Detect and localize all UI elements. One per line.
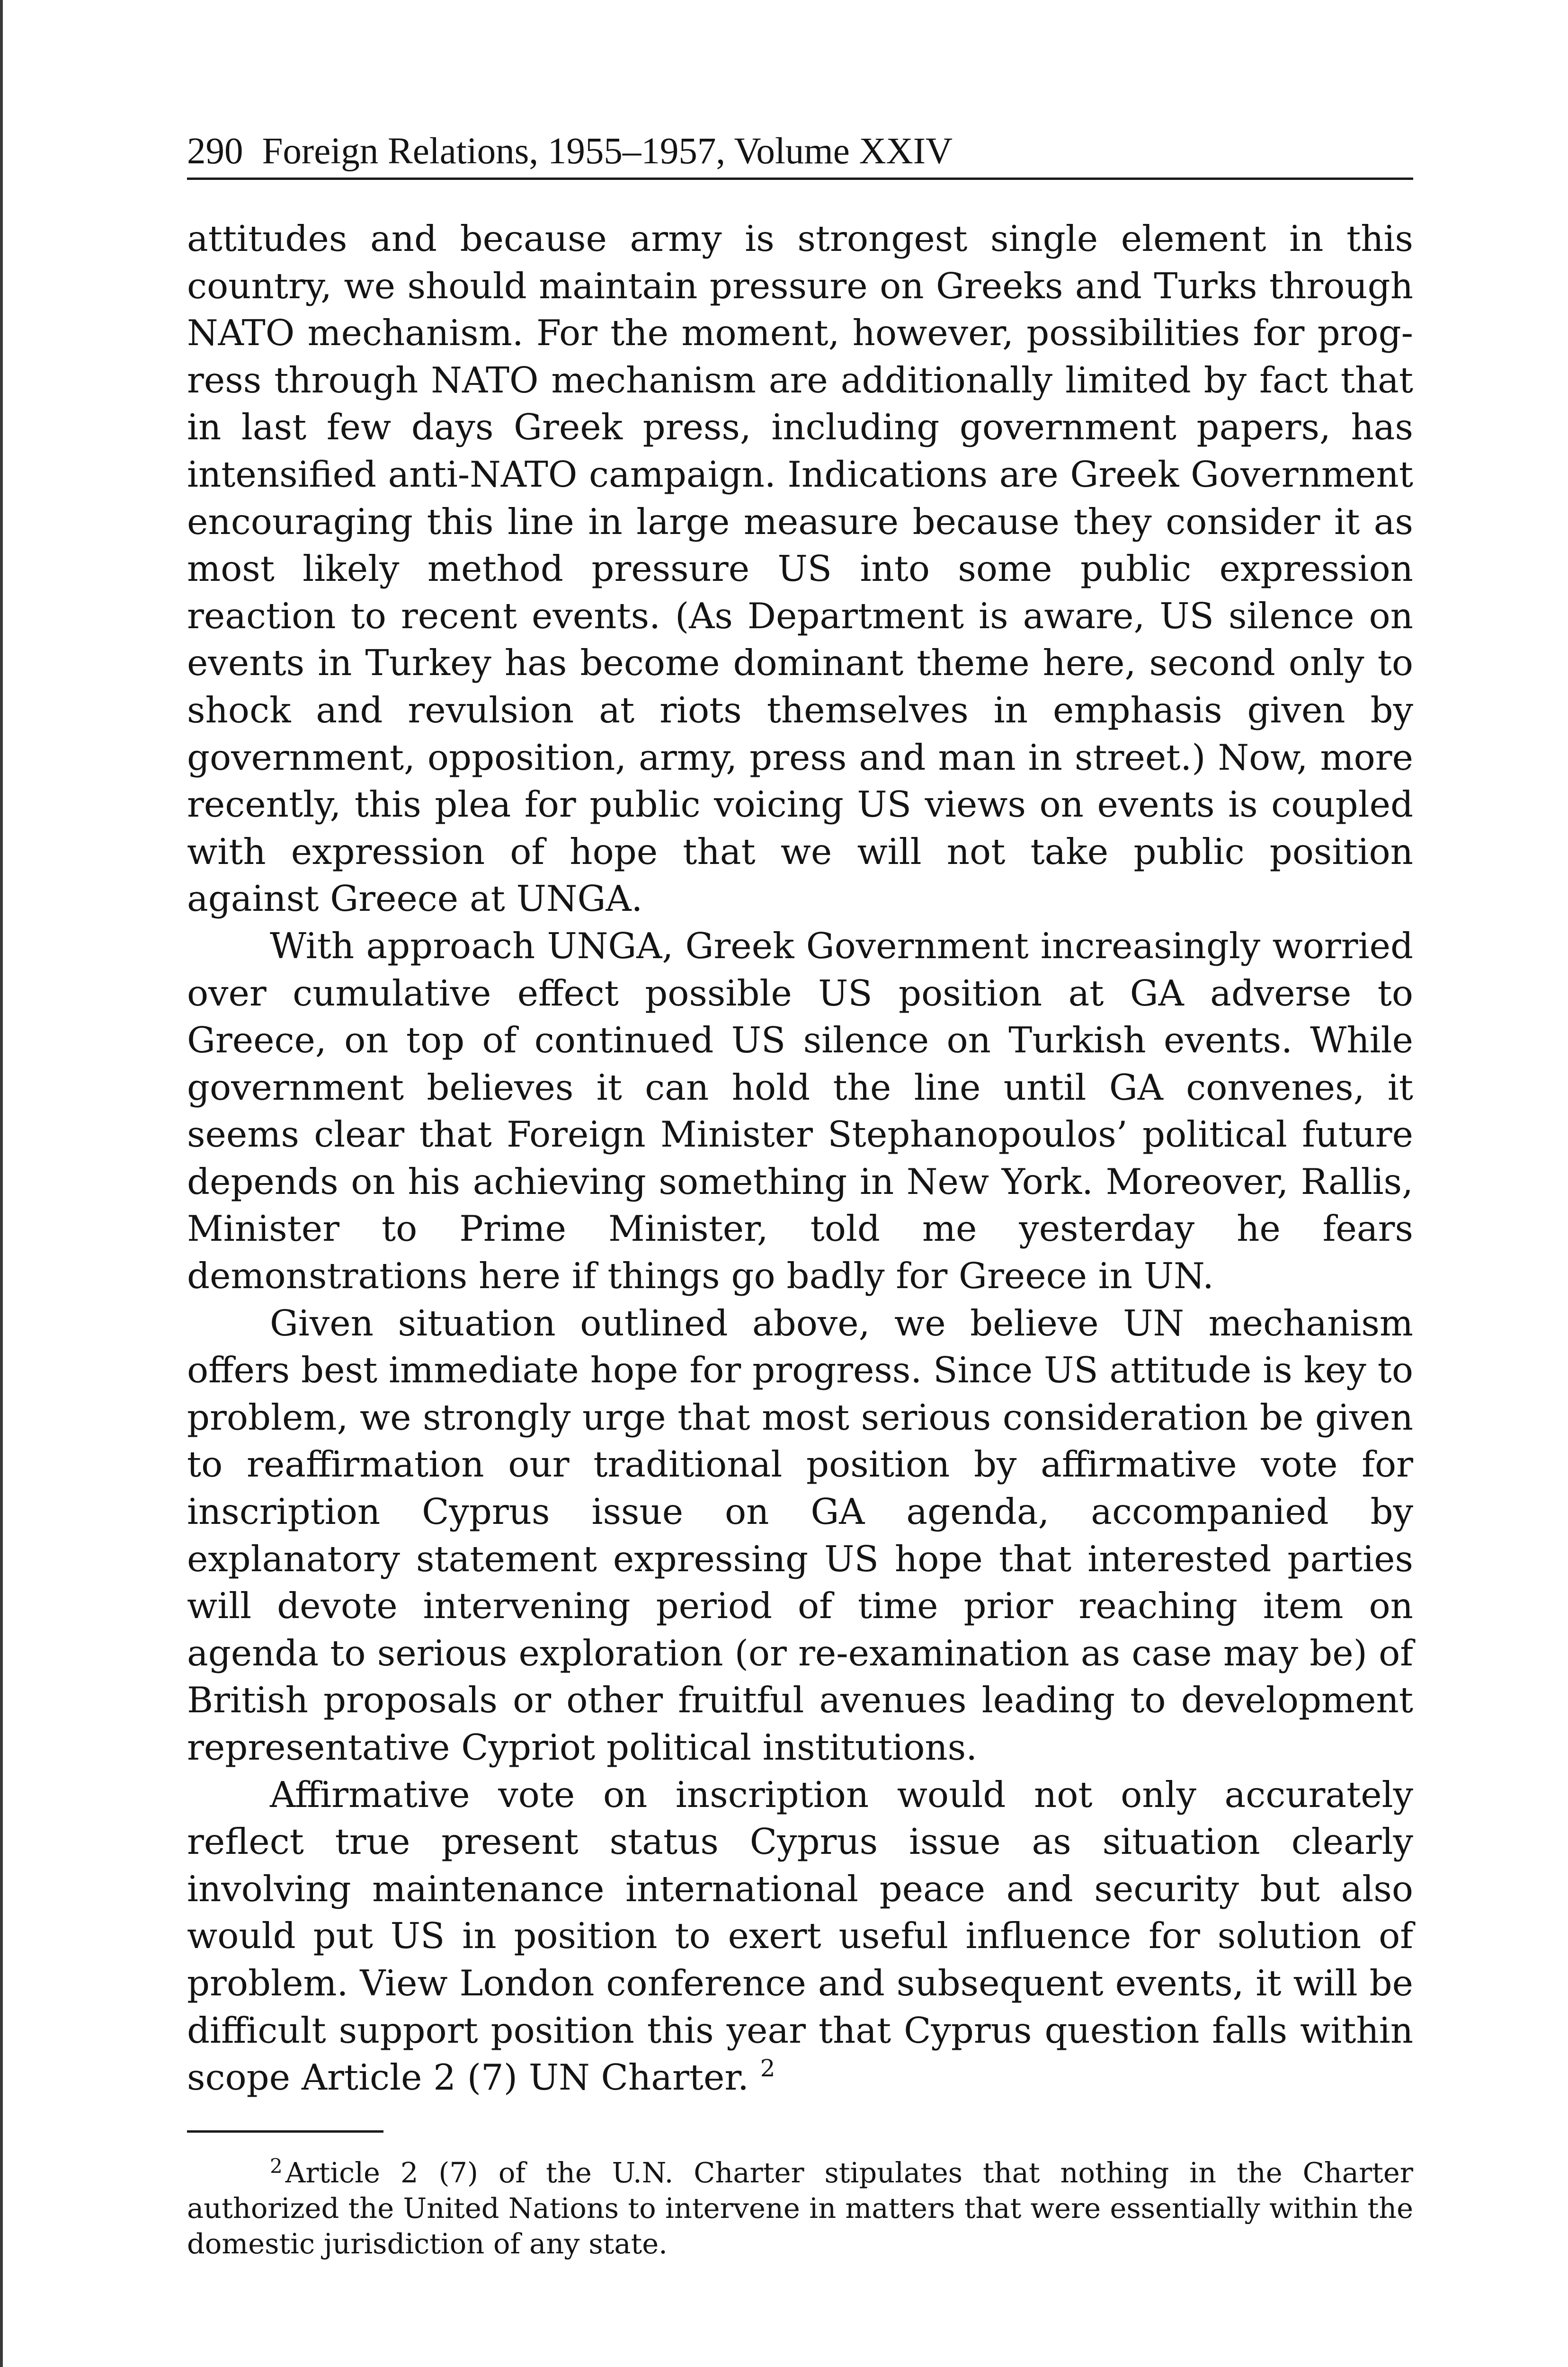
body-text xyxy=(187,215,1413,2101)
footnote-divider xyxy=(187,2130,383,2133)
paragraph-4 xyxy=(187,1771,1413,2101)
footnote-reference: 2 xyxy=(760,2055,775,2082)
footnote-text: Article 2 (7) of the U.N. Charter stipulates that nothing in the Charter authorized the United Nations to intervene in matters that were essentially within the domestic jurisdiction of any state. xyxy=(187,2156,1413,2260)
paragraph-3: Given situation outlined above, we believe UN mechanism offers best immediate hope for progress. Since US attitude is key to problem, we strongly urge that most serious consideration be given to reaffirmation our traditional position by affirmative vote for inscription Cyprus issue on GA agenda, accompanied by explanatory statement expressing US hope that interested parties will devote intervening period of time prior reaching item on agenda to serious exploration (or re-examination as case may be) of British proposals or other fruitful avenues leading to development representative Cypriot political institutions. xyxy=(187,1302,1413,1768)
paragraph-1: attitudes and because army is strongest single element in this country, we should maintain pressure on Greeks and Turks through NATO mechanism. For the moment, however, possibilities for progress through NATO mechanism are additionally limited by fact that in last few days Greek press, including government papers, has intensified anti-NATO campaign. Indications are Greek Government encouraging this line in large measure because they consider it as most likely method pressure US into some public expression reaction to recent events. (As Department is aware, US silence on events in Turkey has become dominant theme here, second only to shock and revulsion at riots themselves in emphasis given by government, opposition, army, press and man in street.) Now, more recently, this plea for public voicing US views on events is coupled with expression of hope that we will not take public position against Greece at UNGA. xyxy=(187,218,1413,920)
paragraph-2: With approach UNGA, Greek Government increasingly worried over cumulative effect possible US position at GA adverse to Greece, on top of continued US silence on Turkish events. While government believes it can hold the line until GA convenes, it seems clear that Foreign Minister Stephanopoulos’ political future depends on his achieving something in New York. Moreover, Rallis, Minister to Prime Minister, told me yesterday he fears demonstrations here if things go badly for Greece in UN. xyxy=(187,925,1413,1297)
running-head xyxy=(187,125,1413,180)
footnote: 2 Article 2 (7) of the U.N. Charter stipulates that nothing in the Charter authorized the United Nations to intervene in matters that were essentially within the domestic jurisdiction of any state. xyxy=(187,2154,1413,2260)
scan-left-edge xyxy=(0,0,3,2367)
paragraph-4-text: Affirmative vote on inscription would not only accurately reflect true present status Cyprus issue as situation clearly involving maintenance international peace and security but also would put US in position to exert useful influence for solution of problem. View London conference and subsequent events, it will be difficult support position this year that Cyprus question falls within scope Article 2 (7) UN Charter. xyxy=(187,1773,1413,2099)
page-number: 290 xyxy=(187,131,243,172)
running-title: Foreign Relations, 1955–1957, Volume XXIV xyxy=(262,131,953,172)
